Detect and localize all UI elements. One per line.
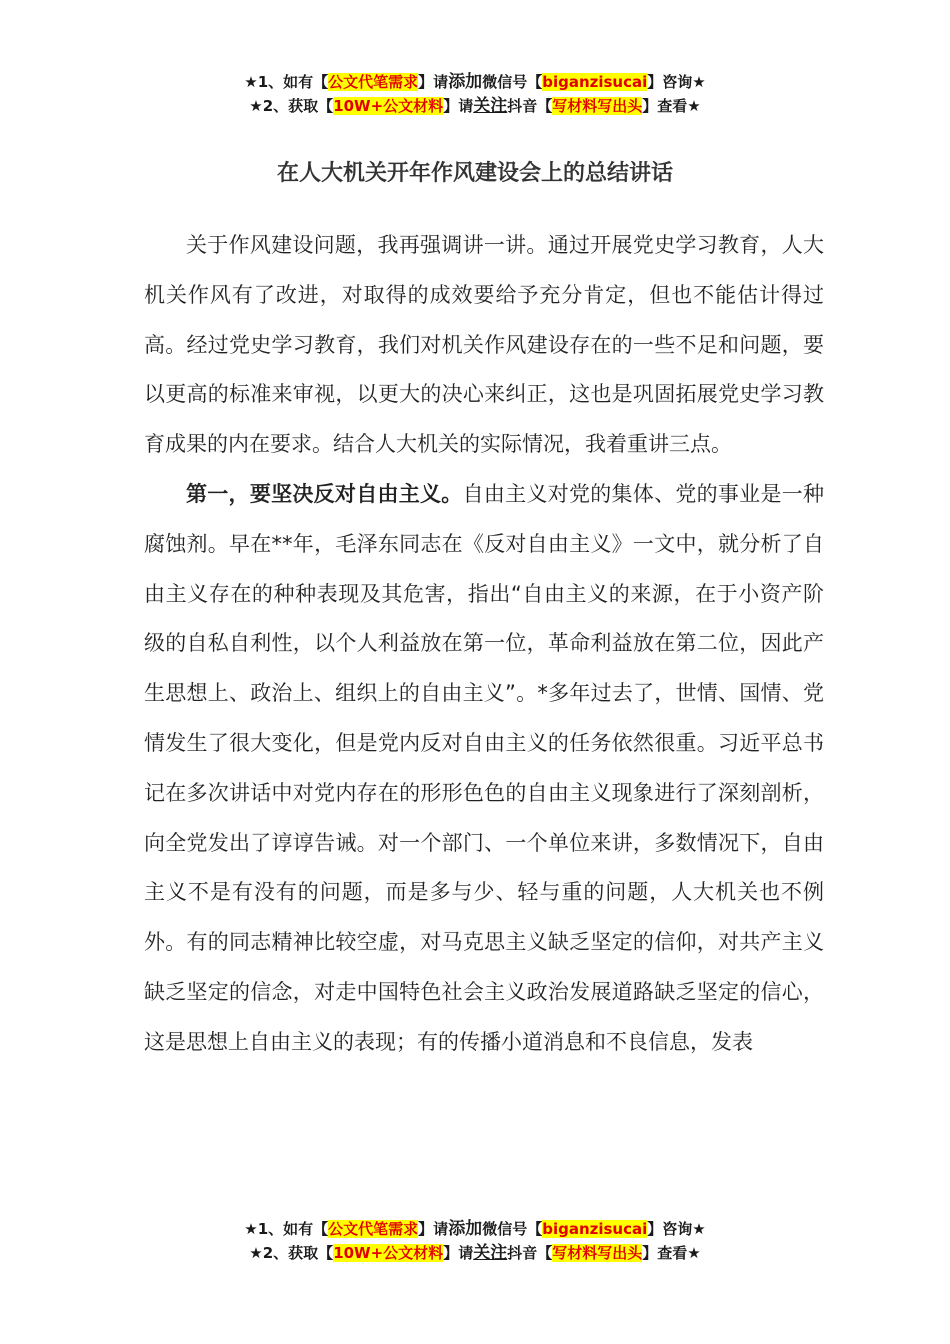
banner-wechat-id: biganzisucai bbox=[542, 73, 648, 91]
paragraph-heading: 第一，要坚决反对自由主义。 bbox=[186, 481, 463, 506]
banner-highlight: 公文代笔需求 bbox=[328, 1220, 419, 1238]
banner-douyin-id: 写材料写出头 bbox=[552, 1244, 643, 1262]
footer-banner bbox=[0, 1217, 950, 1265]
banner-highlight: 公文代笔需求 bbox=[328, 73, 419, 91]
paragraph-2: 第一，要坚决反对自由主义。自由主义对党的集体、党的事业是一种腐蚀剂。早在**年，毛泽东同志在《反对自由主义》一文中，就分析了自由主义存在的种种表现及其危害，指出“自由主义的来源，在于小资产阶级的自私自利性，以个人利益放在第一位，革命利益放在第二位，因此产生思想上、政治上、组织上的自由主义”。*多年过去了，世情、国情、党情发生了很大变化，但是党内反对自由主义的任务依然很重。习近平总书记在多次讲话中对党内存在的形形色色的自由主义现象进行了深刻剖析，向全党发出了谆谆告诫。对一个部门、一个单位来讲，多数情况下，自由主义不是有没有的问题，而是多与少、轻与重的问题，人大机关也不例外。有的同志精神比较空虚，对马克思主义缺乏坚定的信仰，对共产主义缺乏坚定的信念，对走中国特色社会主义政治发展道路缺乏坚定的信心，这是思想上自由主义的表现；有的传播小道消息和不良信息，发表 bbox=[144, 481, 825, 1054]
banner-douyin-id: 写材料写出头 bbox=[552, 97, 643, 115]
document-title: 在人大机关开年作风建设会上的总结讲话 bbox=[276, 161, 673, 186]
banner-highlight: 10W+公文材料 bbox=[333, 97, 444, 115]
banner-line-1: ★1、如有【公文代笔需求】请添加微信号【biganzisucai】咨询★ bbox=[244, 72, 706, 92]
banner-line-2: ★2、获取【10W+公文材料】请关注抖音【写材料写出头】查看★ bbox=[249, 96, 701, 116]
banner-wechat-id: biganzisucai bbox=[542, 1220, 648, 1238]
header-banner bbox=[0, 70, 950, 118]
banner-highlight: 10W+公文材料 bbox=[333, 1244, 444, 1262]
paragraph-1: 关于作风建设问题，我再强调讲一讲。通过开展党史学习教育，人大机关作风有了改进，对取得的成效要给予充分肯定，但也不能估计得过高。经过党史学习教育，我们对机关作风建设存在的一些不足和问题，要以更高的标准来审视，以更大的决心来纠正，这也是巩固拓展党史学习教育成果的内在要求。结合人大机关的实际情况，我着重讲三点。 bbox=[144, 233, 824, 457]
document-body bbox=[144, 221, 824, 1068]
banner-line-1: ★1、如有【公文代笔需求】请添加微信号【biganzisucai】咨询★ bbox=[244, 1219, 706, 1239]
banner-line-2: ★2、获取【10W+公文材料】请关注抖音【写材料写出头】查看★ bbox=[249, 1243, 701, 1263]
